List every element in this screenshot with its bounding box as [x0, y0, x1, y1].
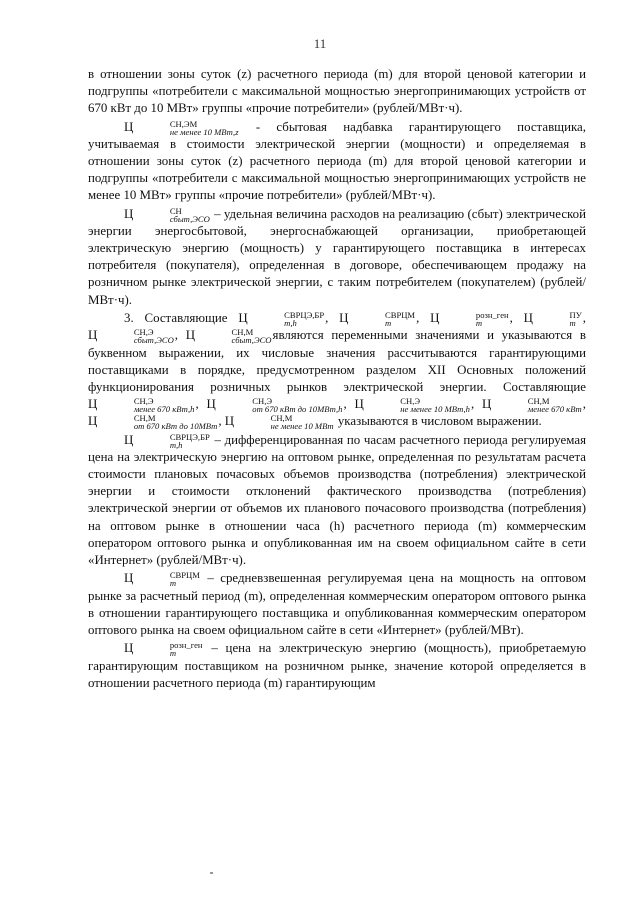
symbol-subscript: от 670 кВт до 10МВт,h	[252, 403, 343, 414]
symbol-subscript: не менее 10 МВт	[270, 421, 334, 432]
paragraph-text: – дифференцированная по часам расчетного периода регулируемая цена на электрическую энергию на оптовом рынке, определенная по результатам расчета стоимости плановых почасовых объемов производства (потребления) электрической энергии и стоимости отклонений фактического производства (потребления) электрической энергии от объемов их планового почасового производства (потребления) на оптовом рынке в отношении часа (h) расчетного периода (m) коммерческим оператором оптового рынка и опубликованная им на своем официальном сайте в сети «Интернет» (рублей/МВт·ч).	[88, 432, 586, 567]
paragraph-2	[88, 119, 586, 205]
symbol-subscript: m	[475, 318, 483, 329]
symbol-superscript: СН,Э	[133, 395, 154, 406]
symbol-indices	[98, 328, 174, 344]
symbol-subscript: сбыт,ЭСО	[169, 213, 210, 224]
symbol-base: Ц	[88, 414, 98, 429]
symbol-base: Ц	[481, 396, 492, 411]
symbol	[88, 413, 218, 432]
symbol-subscript: менее 670 кВт,h	[133, 403, 195, 414]
symbol-subscript: от 670 кВт до 10МВт	[133, 421, 218, 432]
symbol-indices	[98, 397, 195, 413]
symbol	[206, 395, 343, 414]
page-number: 11	[313, 36, 327, 51]
symbol-superscript: СН	[169, 205, 182, 216]
symbol-indices	[533, 311, 581, 327]
symbol-base: Ц	[185, 328, 196, 343]
symbol-indices	[248, 311, 324, 327]
symbol-indices	[492, 397, 582, 413]
symbol-base: Ц	[88, 328, 98, 343]
symbol-superscript: СН,М	[270, 413, 293, 423]
symbol-base: Ц	[124, 119, 134, 134]
symbol	[124, 205, 211, 224]
paragraph-1: в отношении зоны суток (z) расчетного периода (m) для второй ценовой категории и подгруппы «потребители с максимальной мощностью энергопринимающих устройств от 670 кВт до 10 МВт» группы «прочие потребители» (рублей/МВт·ч).	[88, 67, 586, 116]
symbol-base: Ц	[339, 311, 349, 326]
symbol-base: Ц	[238, 311, 248, 326]
symbol	[124, 570, 201, 589]
symbol-superscript: СВРЦМ	[384, 309, 416, 320]
symbol-subscript: m	[169, 648, 177, 659]
symbol-base: Ц	[206, 396, 216, 411]
symbol	[124, 640, 204, 659]
paragraph-6	[88, 570, 586, 639]
symbol	[124, 118, 240, 137]
symbol-base: Ц	[124, 571, 134, 586]
separator: ,	[195, 396, 207, 411]
symbol-superscript: СН,Э	[252, 395, 273, 406]
symbol-indices	[134, 641, 203, 657]
symbol-superscript: СН,Э	[400, 395, 421, 406]
symbol-indices	[216, 397, 342, 413]
paragraph-3	[88, 206, 586, 309]
symbol	[185, 327, 273, 346]
symbol-base: Ц	[124, 432, 134, 447]
symbol-subscript: m,h	[284, 318, 297, 329]
symbol-indices	[134, 120, 239, 136]
separator: ,	[582, 396, 586, 411]
symbol-subscript: m	[169, 578, 177, 589]
symbol	[124, 431, 211, 450]
symbol	[354, 395, 471, 414]
symbol	[224, 413, 335, 432]
symbol-indices	[134, 571, 200, 587]
scan-mark	[210, 872, 213, 874]
symbol-superscript: СВРЦМ	[169, 570, 200, 581]
symbol-superscript: СН,Э	[133, 327, 154, 338]
symbol-indices	[349, 311, 415, 327]
symbol	[339, 309, 416, 329]
paragraph-4	[88, 310, 586, 430]
symbol	[523, 309, 583, 329]
paragraph-5	[88, 432, 586, 569]
paragraph-text: – цена на электрическую энергию (мощность), приобретаемую гарантирующим поставщиком на розничном рынке, значение которой определяется в отношении расчетного периода (m) гарантирующим	[88, 641, 586, 690]
separator: ,	[174, 328, 186, 343]
symbol-superscript: ПУ	[569, 309, 582, 320]
paragraph-text: – средневзвешенная регулируемая цена на мощность на оптовом рынке за расчетный период (m), определенная коммерческим оператором оптового рынка в отношении гарантирующего поставщика и опубликованная коммерческим оператором оптового рынка на своем официальном сайте в сети «Интернет» (рублей/МВт).	[88, 571, 586, 637]
symbol-superscript: СН,М	[527, 395, 550, 406]
paragraph-text: – удельная величина расходов на реализацию (сбыт) электрической энергии энергосбытовой, энергоснабжающей организации, приобретающей электрическую энергию (мощность) у гарантирующего поставщика в интересах потребителя (покупателя), определенная в договоре, обеспечивающем продажу на розничном рынке электрической энергии, с таким потребителем (покупателем) (рублей/МВт·ч).	[88, 206, 586, 307]
symbol	[88, 395, 195, 414]
symbol-superscript: СН,М	[133, 413, 156, 423]
symbol-superscript: СВРЦЭ,БР	[284, 309, 325, 320]
symbol-indices	[235, 414, 334, 430]
symbol-indices	[134, 433, 210, 449]
paragraph-text: 3. Составляющие	[124, 311, 239, 326]
symbol-subscript: сбыт,ЭСО	[231, 335, 272, 346]
symbol-superscript: СН,ЭМ	[169, 118, 198, 129]
separator: ,	[509, 311, 524, 326]
symbol-indices	[440, 311, 509, 327]
paragraph-text: являются переменными значениями и указываются в буквенном выражении, их числовые значения рассчитываются гарантирующими поставщиками в порядке, предусмотренном разделом XII Основных положений функционирования розничных рынков электрической энергии. Составляющие	[88, 328, 586, 394]
symbol-subscript: m,h	[169, 439, 183, 450]
symbol-base: Ц	[354, 396, 364, 411]
separator: ,	[470, 396, 482, 411]
symbol-subscript: m	[384, 318, 392, 329]
symbol-superscript: розн_ген	[169, 640, 203, 651]
paragraph-text: указываются в числовом выражении.	[334, 414, 542, 429]
symbol-subscript: менее 670 кВт	[527, 403, 582, 414]
symbol	[88, 327, 175, 346]
symbol	[430, 309, 510, 329]
symbol-subscript: m	[569, 318, 576, 329]
symbol-base: Ц	[88, 396, 98, 411]
symbol-base: Ц	[430, 311, 440, 326]
separator: ,	[325, 311, 340, 326]
symbol-base: Ц	[523, 311, 533, 326]
symbol-indices	[364, 397, 470, 413]
symbol	[481, 395, 583, 414]
separator: ,	[343, 396, 355, 411]
paragraph-7	[88, 640, 586, 691]
separator: ,	[582, 311, 587, 326]
symbol-indices	[196, 328, 272, 344]
symbol-indices	[134, 207, 210, 223]
symbol-indices	[98, 414, 218, 430]
symbol-base: Ц	[124, 206, 134, 221]
separator: ,	[218, 414, 225, 429]
symbol-subscript: не менее 10 МВт,h	[400, 403, 470, 414]
symbol-base: Ц	[124, 641, 134, 656]
symbol-base: Ц	[224, 414, 235, 429]
symbol-superscript: СН,М	[231, 327, 254, 338]
document-body	[88, 66, 586, 693]
symbol-superscript: СВРЦЭ,БР	[169, 431, 210, 442]
symbol-superscript: розн_ген	[475, 309, 509, 320]
symbol	[238, 309, 325, 329]
paragraph-text: - сбытовая надбавка гарантирующего поставщика, учитываемая в стоимости электрической энергии (мощности) и определяемая в отношении зоны суток (z) расчетного периода (m) для второй ценовой категории и подгруппы «потребители с максимальной мощностью энергопринимающих устройств не менее 10 МВт» группы «прочие потребители» (рублей/МВт·ч).	[88, 119, 586, 203]
symbol-subscript: не менее 10 МВт,z	[169, 126, 239, 137]
separator: ,	[416, 311, 431, 326]
symbol-subscript: сбыт,ЭСО	[133, 335, 174, 346]
